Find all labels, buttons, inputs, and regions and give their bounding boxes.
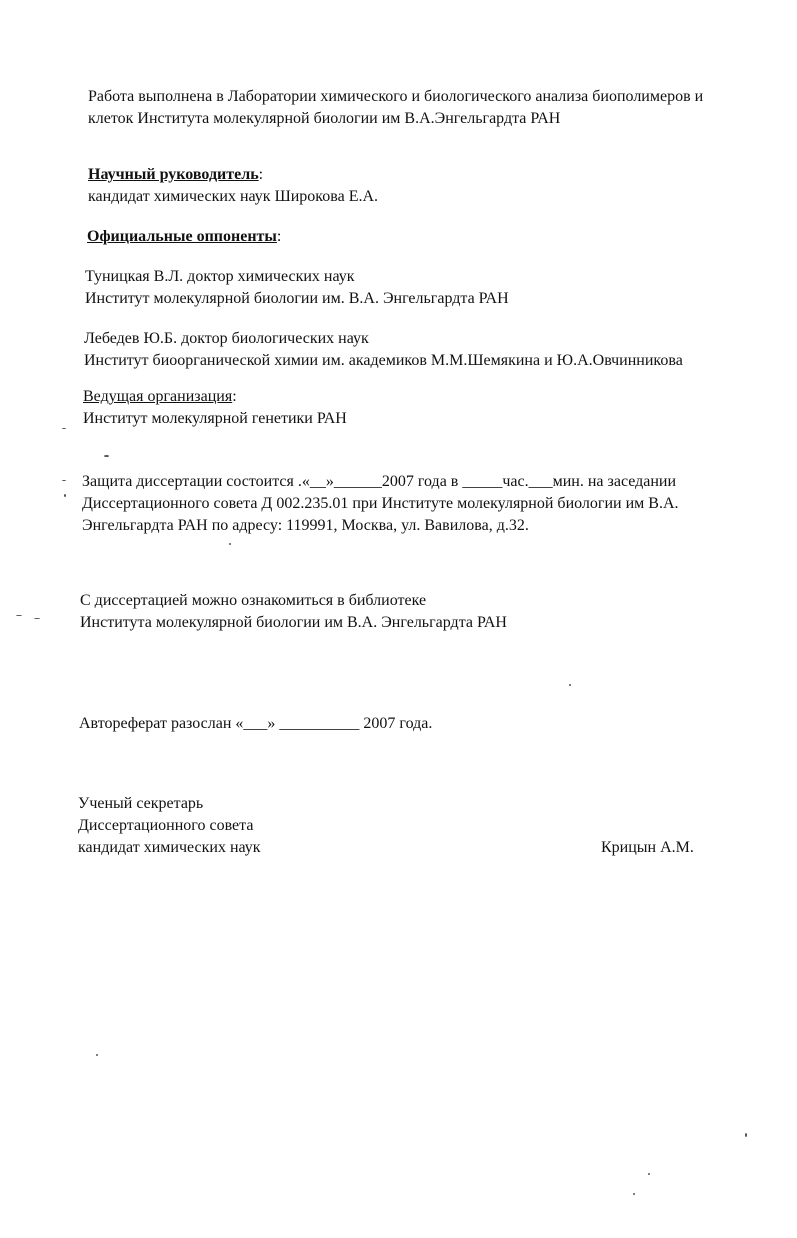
library-line-1: С диссертацией можно ознакомиться в библиотеке [80, 592, 427, 609]
scan-speck [62, 480, 66, 481]
leading-org-heading-line [83, 386, 347, 408]
scan-speck [64, 494, 66, 497]
secretary-line-1: Ученый секретарь [78, 795, 204, 812]
secretary-line-3: кандидат химических наук [78, 839, 261, 856]
scan-speck [745, 1133, 747, 1137]
scan-speck [62, 428, 66, 429]
defense-line-2: Диссертационного совета Д 002.235.01 при Институте молекулярной биологии им В.А. [82, 495, 679, 512]
opponent-1 [85, 266, 509, 310]
defense-line-1: Защита диссертации состоится .«__»______2007 года в _____час.___мин. на заседании [82, 473, 677, 490]
opponent-2-org: Институт биоорганической химии им. академиков М.М.Шемякина и Ю.А.Овчинникова [84, 352, 683, 369]
library-paragraph [80, 590, 507, 634]
scan-speck [104, 455, 109, 457]
library-line-2: Института молекулярной биологии им В.А. Энгельгардта РАН [80, 614, 507, 631]
intro-line-1: Работа выполнена в Лаборатории химического и биологического анализа биополимеров и [88, 88, 704, 105]
scan-speck [229, 543, 231, 545]
sent-text: Автореферат разослан «___» __________ 2007 года. [79, 715, 433, 732]
secretary-block [78, 793, 261, 859]
opponent-1-org: Институт молекулярной биологии им. В.А. Энгельгардта РАН [85, 290, 509, 307]
opponent-2-name: Лебедев Ю.Б. доктор биологических наук [84, 330, 369, 347]
intro-line-2: клеток Института молекулярной биологии им В.А.Энгельгардта РАН [88, 110, 561, 127]
scan-speck [648, 1173, 650, 1175]
defense-paragraph [82, 471, 679, 537]
sent-line [79, 713, 432, 735]
supervisor-heading: Научный руководитель [88, 166, 259, 183]
scan-speck [569, 684, 571, 686]
opponents-heading-line [87, 226, 281, 248]
secretary-name-line [601, 837, 694, 859]
leading-org-name: Институт молекулярной генетики РАН [83, 410, 347, 427]
opponent-1-name: Туницкая В.Л. доктор химических наук [85, 268, 355, 285]
supervisor-name: кандидат химических наук Широкова Е.А. [88, 188, 379, 205]
scan-speck [633, 1193, 635, 1195]
opponent-2 [84, 328, 683, 372]
intro-paragraph [88, 86, 703, 130]
supervisor-section [88, 164, 378, 208]
supervisor-heading-colon: : [258, 166, 264, 183]
leading-org-heading: Ведущая организация [83, 388, 233, 405]
opponents-heading: Официальные оппоненты [87, 228, 277, 245]
scan-speck [16, 615, 22, 616]
scan-speck [96, 1054, 98, 1056]
leading-org-heading-colon: : [232, 388, 237, 405]
opponents-heading-colon: : [276, 228, 282, 245]
leading-org-section [83, 386, 347, 430]
supervisor-heading-line [88, 164, 378, 186]
secretary-line-2: Диссертационного совета [78, 817, 254, 834]
secretary-name: Крицын А.М. [601, 839, 694, 856]
defense-line-3: Энгельгардта РАН по адресу: 119991, Москва, ул. Вавилова, д.32. [82, 517, 529, 534]
scan-speck [34, 618, 40, 619]
